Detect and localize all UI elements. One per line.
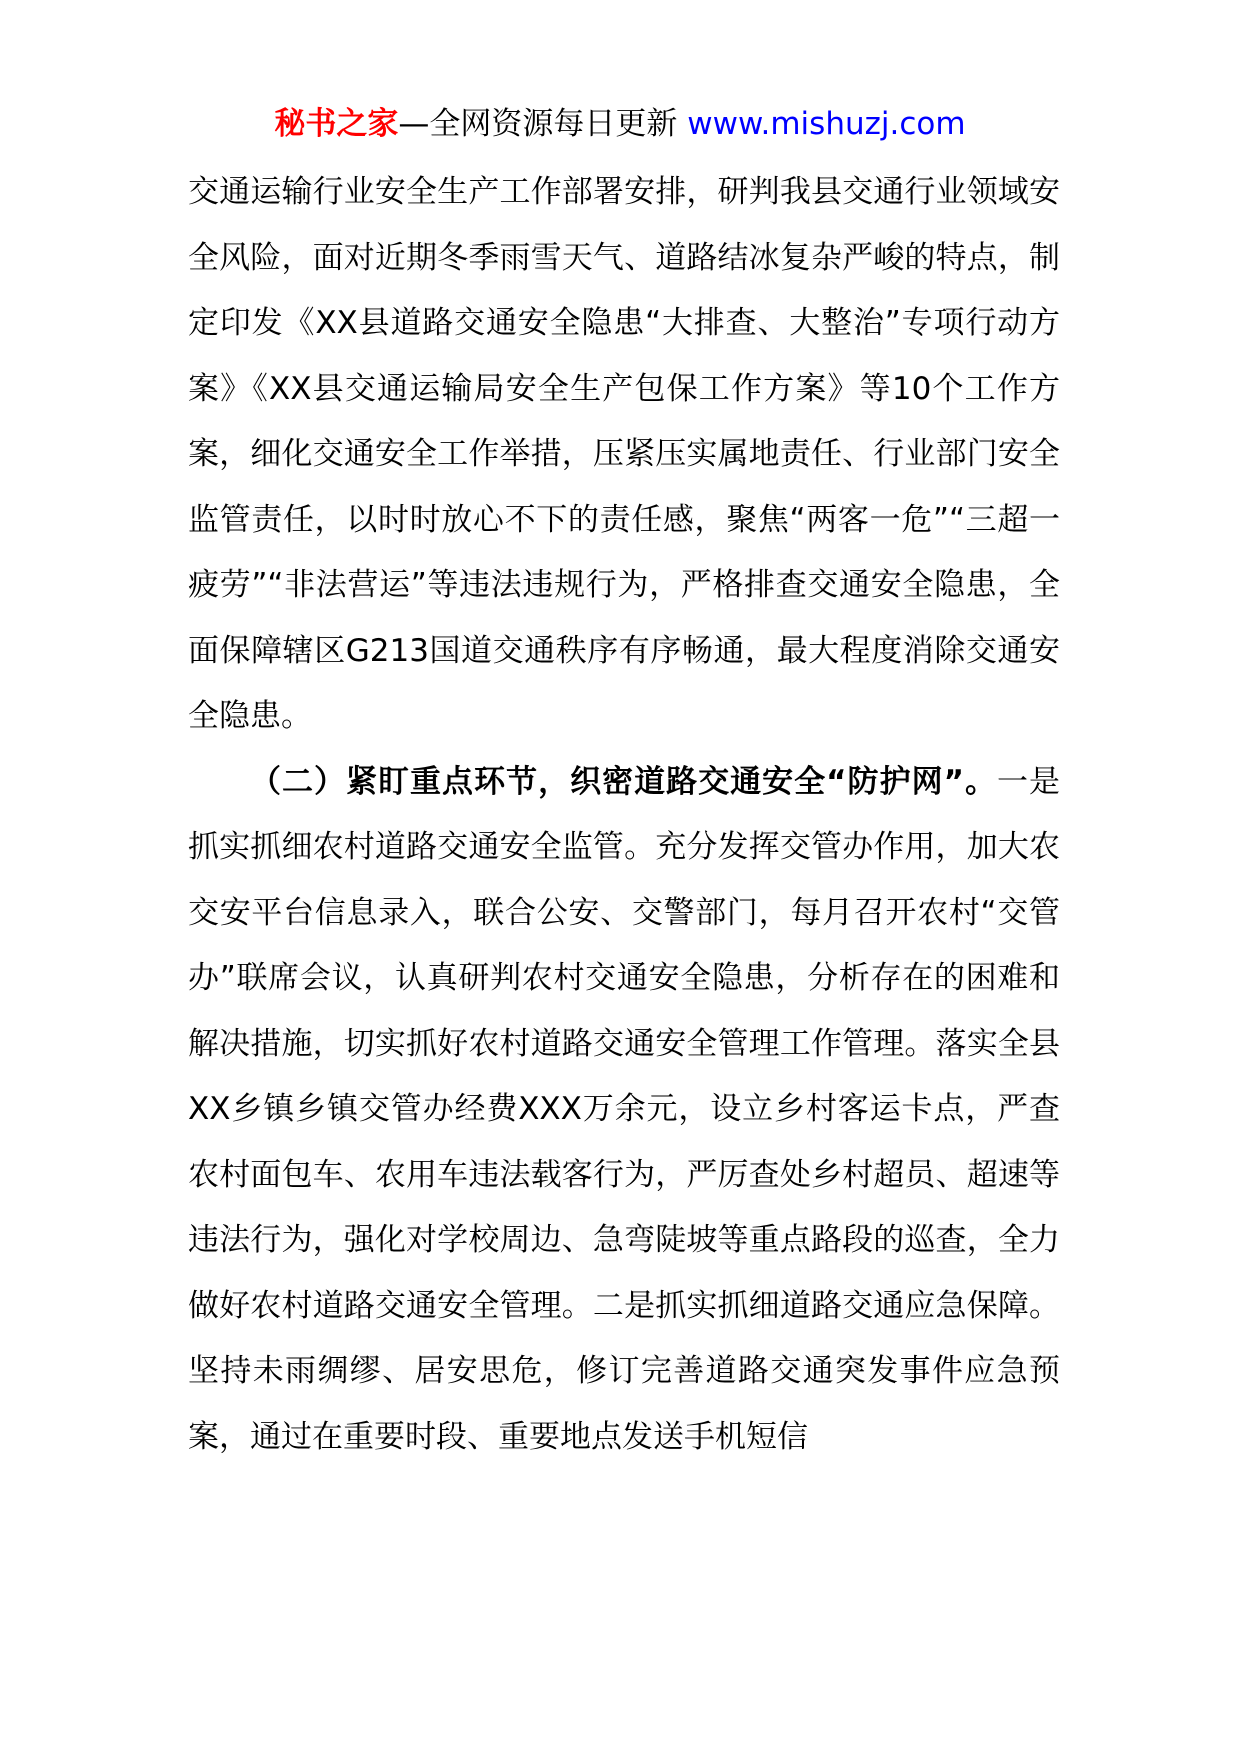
site-url-link[interactable]: www.mishuzj.com bbox=[687, 106, 966, 142]
body-paragraph-2 bbox=[188, 750, 1060, 1471]
body-paragraph-1: 交通运输行业安全生产工作部署安排，研判我县交通行业领域安全风险，面对近期冬季雨雪天气、道路结冰复杂严峻的特点，制定印发《XX县道路交通安全隐患“大排查、大整治”专项行动方案》《XX县交通运输局安全生产包保工作方案》等10个工作方案，细化交通安全工作举措，压紧压实属地责任、行业部门安全监管责任，以时时放心不下的责任感，聚焦“两客一危”“三超一疲劳”“非法营运”等违法违规行为，严格排查交通安全隐患，全面保障辖区G213国道交通秩序有序畅通，最大程度消除交通安全隐患。 bbox=[188, 174, 1060, 734]
header-tagline: —全网资源每日更新 bbox=[398, 106, 688, 142]
site-header bbox=[0, 100, 1240, 148]
section-text: 一是抓实抓细农村道路交通安全监管。充分发挥交管办作用，加大农交安平台信息录入，联合公安、交警部门，每月召开农村“交管办”联席会议，认真研判农村交通安全隐患，分析存在的困难和解决措施，切实抓好农村道路交通安全管理工作管理。落实全县XX乡镇乡镇交管办经费XXX万余元，设立乡村客运卡点，严查农村面包车、农用车违法载客行为，严厉查处乡村超员、超速等违法行为，强化对学校周边、急弯陡坡等重点路段的巡查，全力做好农村道路交通安全管理。二是抓实抓细道路交通应急保障。坚持未雨绸缪、居安思危，修订完善道路交通突发事件应急预案，通过在重要时段、重要地点发送手机短信 bbox=[188, 763, 1061, 1455]
section-heading: （二）紧盯重点环节，织密道路交通安全“防护网”。 bbox=[250, 763, 997, 800]
document-body bbox=[188, 160, 1060, 1470]
site-brand: 秘书之家 bbox=[274, 106, 399, 142]
